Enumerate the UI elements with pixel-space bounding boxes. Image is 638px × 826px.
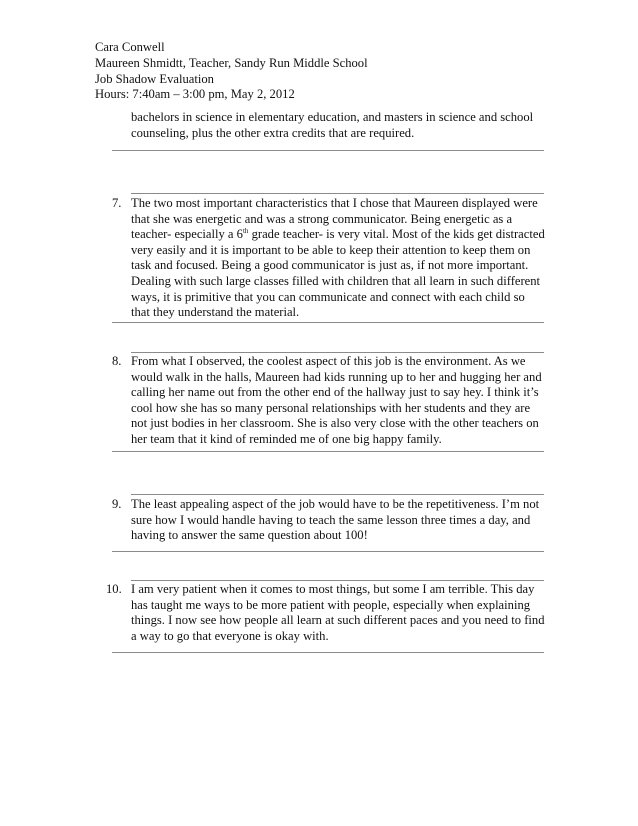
text-line: that she was energetic and was a strong communicator. Being energetic as a — [131, 211, 513, 226]
answer-8-paragraph — [131, 354, 542, 448]
text-line: her team that it kind of reminded me of one big happy family. — [131, 431, 442, 446]
text-line: ways, it is primitive that you can communicate and connect with each child so — [131, 289, 525, 304]
document-title: Job Shadow Evaluation — [95, 71, 214, 86]
ordinal-suffix: th — [242, 227, 249, 236]
document-header — [95, 40, 368, 103]
text-line: that they understand the material. — [131, 305, 300, 320]
author-name: Cara Conwell — [95, 40, 165, 54]
shadow-subject: Maureen Shmidtt, Teacher, Sandy Run Middle School — [95, 55, 368, 70]
text-line: a way to go that everyone is okay with. — [131, 628, 329, 643]
answer-number: 7. — [112, 196, 122, 210]
text-line: things. I now see how people all learn at such different paces and you need to find — [131, 613, 545, 628]
text-line: has taught me ways to be more patient with people, especially when explaining — [131, 597, 531, 612]
text-line: not just bodies in her classroom. She is also very close with the other teachers on — [131, 416, 539, 431]
text-segment: grade teacher- is very vital. Most of the kids get distracted — [248, 227, 545, 242]
answer-rule — [131, 580, 544, 581]
text-line: very easily and it is important to be able to keep their attention to keep them on — [131, 242, 531, 257]
text-line: counseling, plus the other extra credits that are required. — [131, 125, 415, 140]
text-line: I am very patient when it comes to most things, but some I am terrible. This day — [131, 582, 535, 596]
answer-rule — [131, 193, 544, 194]
answer-10-paragraph — [131, 582, 545, 644]
shadow-hours: Hours: 7:40am – 3:00 pm, May 2, 2012 — [95, 87, 295, 102]
answer-rule — [131, 352, 544, 353]
text-line: cool how she has so many personal relationships with her students and they are — [131, 400, 531, 415]
text-line-with-ordinal — [131, 227, 545, 243]
text-line: Dealing with such large classes filled with children that all learn in such different — [131, 273, 541, 288]
continuation-paragraph — [131, 110, 533, 141]
text-line: bachelors in science in elementary education, and masters in science and school — [131, 110, 534, 124]
answer-9-paragraph — [131, 497, 539, 544]
text-line: task and focused. Being a good communicator is just as, if not more important. — [131, 258, 529, 273]
answer-divider — [112, 322, 544, 323]
answer-divider — [112, 652, 544, 653]
answer-number: 8. — [112, 354, 122, 368]
answer-divider — [112, 551, 544, 552]
answer-divider — [112, 451, 544, 452]
text-line: From what I observed, the coolest aspect of this job is the environment. As we — [131, 354, 526, 368]
text-line: having to answer the same question about 100! — [131, 528, 368, 543]
answer-7-paragraph — [131, 196, 545, 321]
text-line: calling her name out from the other end of the hallway just to say hey. I think it’s — [131, 385, 539, 400]
text-line: The two most important characteristics that I chose that Maureen displayed were — [131, 196, 538, 210]
text-line: The least appealing aspect of the job would have to be the repetitiveness. I’m not — [131, 497, 540, 511]
text-line: would walk in the halls, Maureen had kids running up to her and hugging her and — [131, 369, 542, 384]
text-segment: teacher- especially a 6 — [131, 227, 243, 242]
answer-rule — [131, 494, 544, 495]
text-line: sure how I would handle having to teach the same lesson three times a day, and — [131, 512, 531, 527]
answer-divider — [112, 150, 544, 151]
answer-number: 10. — [106, 582, 122, 596]
answer-number: 9. — [112, 497, 122, 511]
